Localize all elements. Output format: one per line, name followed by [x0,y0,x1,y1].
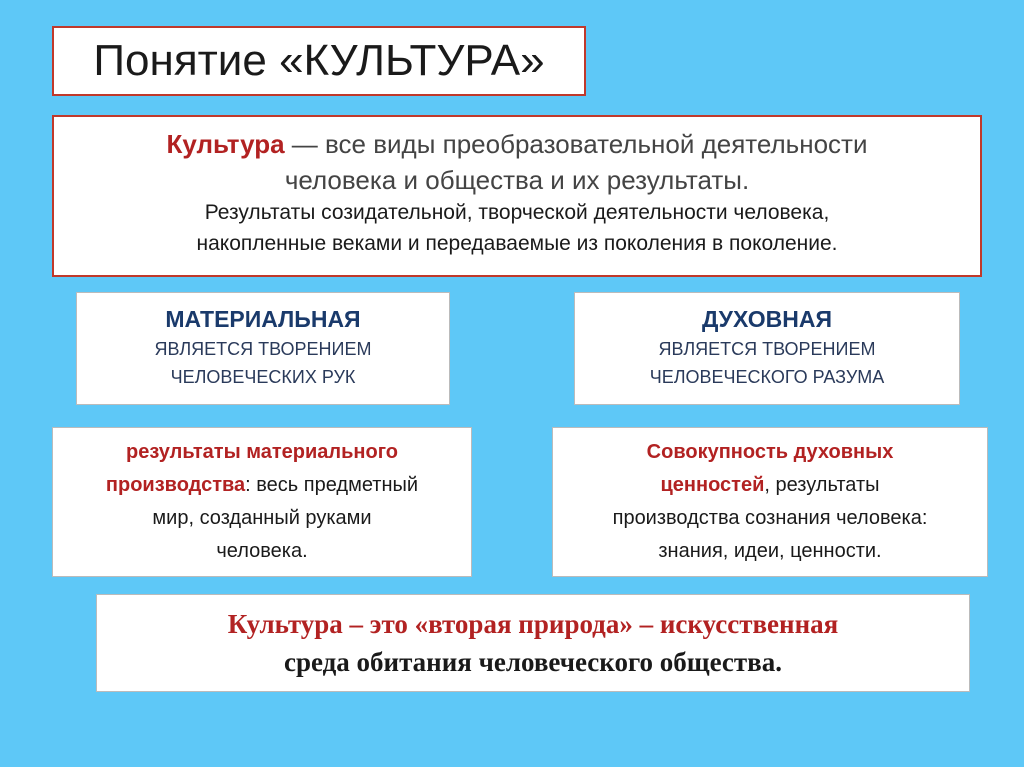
definition-line-1-text: — все виды преобразовательной деятельности [284,129,868,159]
spiritual-result-line-2 [553,469,987,502]
spiritual-result-line-1: Совокупность духовных [646,441,894,463]
material-sub-1: ЯВЛЯЕТСЯ ТВОРЕНИЕМ [154,339,372,359]
spiritual-title: ДУХОВНАЯ [702,306,832,332]
conclusion-line-1-text: – это «вторая природа» – искусственная [342,609,839,639]
spiritual-sub-2: ЧЕЛОВЕЧЕСКОГО РАЗУМА [649,367,885,387]
spiritual-result-line-4: знания, идеи, ценности. [658,540,882,562]
spiritual-result-box [552,427,988,577]
spiritual-culture-box [574,292,960,405]
spiritual-sub-1: ЯВЛЯЕТСЯ ТВОРЕНИЕМ [658,339,876,359]
page-title-text: Понятие «КУЛЬТУРА» [93,36,545,85]
conclusion-box [96,594,970,692]
material-result-line-2-text: : весь предметный [245,474,419,496]
material-title: МАТЕРИАЛЬНАЯ [165,306,361,332]
definition-line-4: накопленные веками и передаваемые из поколения в поколение. [196,232,838,255]
definition-line-3: Результаты созидательной, творческой деятельности человека, [204,201,830,224]
conclusion-term: Культура [227,609,343,639]
material-result-line-4: человека. [216,540,308,562]
material-result-line-2 [53,469,471,502]
definition-term: Культура [166,129,285,159]
material-result-line-3: мир, созданный руками [152,507,372,529]
conclusion-line-2: среда обитания человеческого общества. [284,647,782,677]
spiritual-result-line-2-text: , результаты [764,474,880,496]
material-sub-2: ЧЕЛОВЕЧЕСКИХ РУК [170,367,356,387]
material-result-term: производства [105,474,246,496]
page-title [52,26,586,96]
conclusion-line-1 [97,605,969,643]
definition-box [52,115,982,277]
material-result-box [52,427,472,577]
spiritual-result-term: ценностей [660,474,765,496]
material-culture-box [76,292,450,405]
definition-line-2: человека и общества и их результаты. [284,165,750,195]
definition-line-1 [54,127,980,161]
material-result-line-1: результаты материального [125,441,399,463]
spiritual-result-line-3: производства сознания человека: [612,507,928,529]
